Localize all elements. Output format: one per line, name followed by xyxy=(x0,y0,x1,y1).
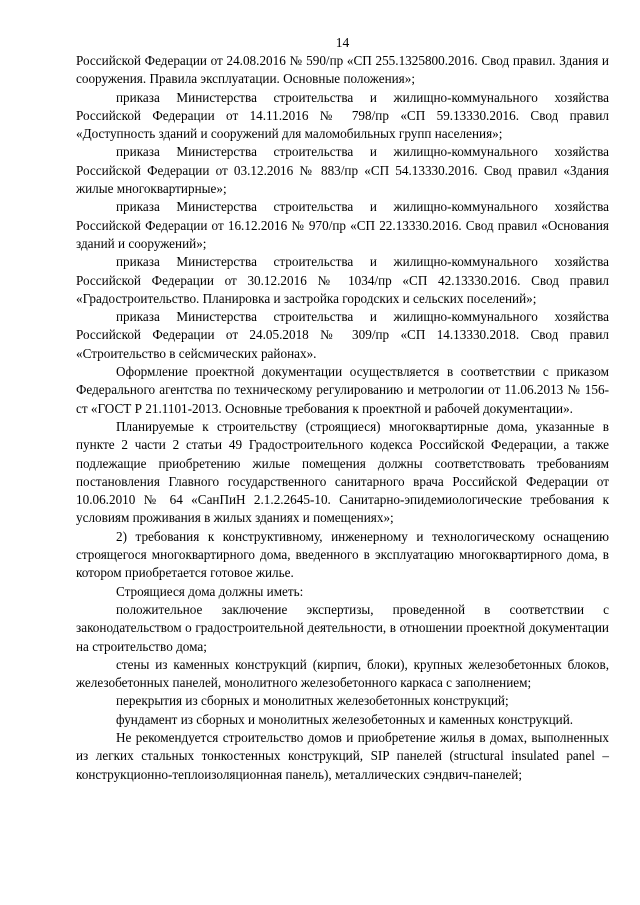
paragraph-not-recommended: Не рекомендуется строительство домов и приобретение жилья в домах, выполненных из легких стальных тонкостенных конструкций, SIP панелей (structural insulated panel – конструкционно-теплоизоляционная панель), металлических сэндвич-панелей; xyxy=(76,729,609,782)
paragraph-sp-42: приказа Министерства строительства и жилищно-коммунального хозяйства Российской Федерации от 30.12.2016 № 1034/пр «СП 42.13330.2016. Свод правил «Градостроительство. Планировка и застройка городских и сельских поселений»; xyxy=(76,254,609,306)
paragraph-walls: стены из каменных конструкций (кирпич, блоки), крупных железобетонных блоков, железобетонных панелей, монолитного железобетонного каркаса с заполнением; xyxy=(76,656,609,691)
paragraph-sanpin-requirements: Планируемые к строительству (строящиеся) многоквартирные дома, указанные в пункте 2 части 2 статьи 49 Градостроительного кодекса Российской Федерации, а также подлежащие приобретению жилые помещения должны соответствовать требованиям постановления Главного государственного санитарного врача Российской Федерации от 10.06.2010 № 64 «СанПиН 2.1.2.2645-10. Санитарно-эпидемиологические требования к условиям проживания в жилых зданиях и помещениях»; xyxy=(76,418,609,526)
paragraph-houses-must-have: Строящиеся дома должны иметь: xyxy=(116,583,304,599)
paragraph-foundation: фундамент из сборных и монолитных железобетонных и каменных конструкций. xyxy=(116,711,574,727)
paragraph-expertise-conclusion: положительное заключение экспертизы, проведенной в соответствии с законодательством о градостроительной деятельности, в отношении проектной документации на строительство дома; xyxy=(76,601,609,654)
paragraph-sp-54: приказа Министерства строительства и жилищно-коммунального хозяйства Российской Федерации от 03.12.2016 № 883/пр «СП 54.13330.2016. Свод правил «Здания жилые многоквартирные»; xyxy=(76,144,609,197)
paragraph-sp-22: приказа Министерства строительства и жилищно-коммунального хозяйства Российской Федерации от 16.12.2016 № 970/пр «СП 22.13330.2016. Свод правил «Основания зданий и сооружений»; xyxy=(76,199,609,251)
paragraph-sp-59: приказа Министерства строительства и жилищно-коммунального хозяйства Российской Федерации от 14.11.2016 № 798/пр «СП 59.13330.2016. Свод правил «Доступность зданий и сооружений для маломобильных групп населения»; xyxy=(76,89,609,142)
paragraph-gost-design-docs: Оформление проектной документации осуществляется в соответствии с приказом Федерального агентства по техническому регулированию и метрологии от 11.06.2013 № 156-ст «ГОСТ Р 21.1101-2013. Основные требования к проектной и рабочей документации». xyxy=(76,364,609,416)
paragraph-sp-255: Российской Федерации от 24.08.2016 № 590/пр «СП 255.1325800.2016. Свод правил. Здания и сооружения. Правила эксплуатации. Основные положения»; xyxy=(76,53,609,87)
paragraph-sp-14: приказа Министерства строительства и жилищно-коммунального хозяйства Российской Федерации от 24.05.2018 № 309/пр «СП 14.13330.2018. Свод правил «Строительство в сейсмических районах». xyxy=(76,309,609,361)
paragraph-structural-requirements: 2) требования к конструктивному, инженерному и технологическому оснащению строящегося многоквартирного дома, введенного в эксплуатацию многоквартирного дома, в котором приобретается готовое жилье. xyxy=(76,528,609,581)
paragraph-floors: перекрытия из сборных и монолитных железобетонных конструкций; xyxy=(116,693,509,709)
page-number: 14 xyxy=(335,35,350,50)
document-page xyxy=(76,34,609,784)
